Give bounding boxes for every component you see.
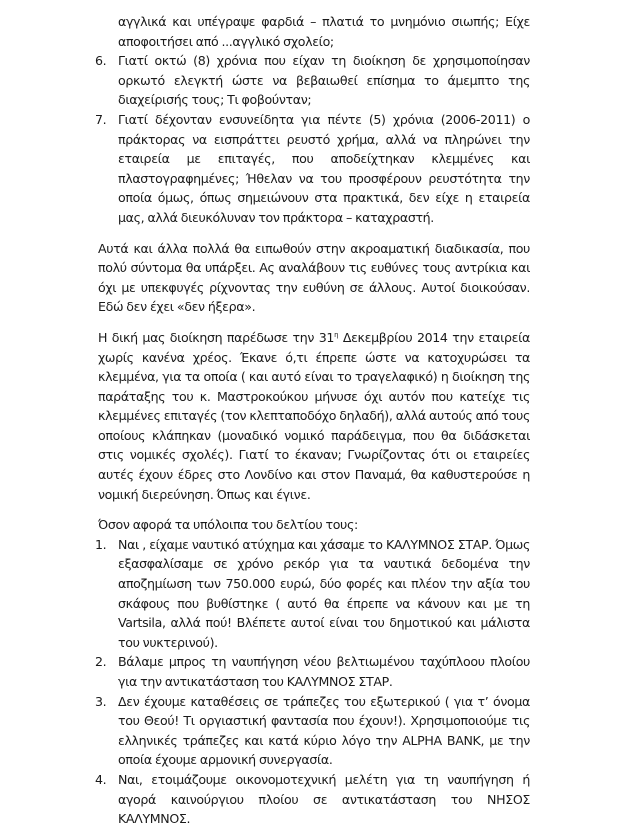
list-item	[95, 51, 530, 110]
paragraph	[98, 328, 530, 504]
list-item-number: 6.	[95, 53, 107, 69]
list-item-number: 2.	[95, 654, 107, 670]
list-item-text: Ναι , είχαμε ναυτικό ατύχημα και χάσαμε το ΚΑΛΥΜΝΟΣ ΣΤΑΡ. Όμως εξασφαλίσαμε σε χρόνο ρεκόρ για τα ναυτικά δεδομένα την αποζημίωση των 750.000 ευρώ, δύο φορές και πλέον την αξία του σκάφους που βυθίστηκε ( αυτό θα έπρεπε να κάνουν και με τη Vartsila, αλλά πού! Βλέπετε αυτοί είναι του δημοτικού και μάλιστα του νυκτερινού).	[118, 536, 530, 650]
list-item	[95, 652, 530, 691]
list-item-number: 3.	[95, 693, 107, 709]
list-item-text: Γιατί δέχονταν ενσυνείδητα για πέντε (5) χρόνια (2006-2011) ο πράκτορας να εισπράττει ρευστό χρήμα, αλλά να πληρώνει την εταιρεία με επιταγές, που αποδείχτηκαν κλεμμένες και πλαστογραφημένες; Ήθελαν να του προσφέρουν ρευστότητα την οποία όμως, όπως σημειώνουν στα πρακτικά, δεν είχε η εταιρεία μας, αλλά διευκόλυναν τον πράκτορα – καταχραστή.	[118, 111, 530, 225]
list-item-number: 1.	[95, 536, 107, 552]
paragraph-text: Δεκεμβρίου 2014 την εταιρεία χωρίς κανένα χρέος. Έκανε ό,τι έπρεπε ώστε να κατοχυρώσει τα κλεμμένα, για τα οποία ( και αυτό είναι το τραγελαφικό) η διοίκηση της παράταξης του κ. Μαστροκούκου μήνυσε όχι αυτόν που κατείχε τις κλεμμένες επιταγές (τον κλεπταποδόχο δηλαδή), αλλά αυτούς από τους οποίους κλάπηκαν (μοναδικό νομικό παράδειγμα, που θα διδάσκεται στις νομικές σχολές). Γιατί το έκαναν; Γνωρίζοντας ότι οι εταιρείες αυτές έχουν έδρες στο Λονδίνο και στον Παναμά, θα καθυστερούσε η νομική διερεύνηση. Όπως και έγινε.	[98, 329, 530, 502]
list-item-5-continuation	[98, 12, 530, 51]
ordinal-superscript: η	[334, 330, 339, 339]
list-item-number: 7.	[95, 111, 107, 127]
list-item-text: Δεν έχουμε καταθέσεις σε τράπεζες του εξωτερικού ( για τ’ όνομα του Θεού! Τι οργιαστική φαντασία που έχουν!). Χρησιμοποιούμε τις ελληνικές τράπεζες και κατά κύριο λόγο την ALPHA BANK, με την οποία έχουμε αρμονική συνεργασία.	[118, 693, 530, 768]
paragraph: Όσον αφορά τα υπόλοιπα του δελτίου τους:	[98, 517, 358, 533]
questions-list	[95, 51, 530, 227]
list-item-text: Γιατί οκτώ (8) χρόνια που είχαν τη διοίκηση δε χρησιμοποίησαν ορκωτό ελεγκτή ώστε να βεβαιωθεί επίσημα το άμεμπτο της διαχείρισής τους; Τι φοβούνταν;	[118, 53, 530, 108]
list-item	[95, 110, 530, 228]
list-item	[95, 692, 530, 770]
responses-list	[95, 535, 530, 829]
list-item	[95, 770, 530, 829]
list-item	[95, 535, 530, 653]
paragraph-text: Η δική μας διοίκηση παρέδωσε την 31	[98, 329, 335, 345]
list-item-text: Βάλαμε μπρος τη ναυπήγηση νέου βελτιωμένου ταχύπλοου πλοίου για την αντικατάσταση του ΚΑΛΥΜΝΟΣ ΣΤΑΡ.	[118, 654, 530, 689]
list-item-text: Ναι, ετοιμάζουμε οικονομοτεχνική μελέτη για τη ναυπήγηση ή αγορά καινούργιου πλοίου σε αντικατάσταση του ΝΗΣΟΣ ΚΑΛΥΜΝΟΣ.	[118, 771, 530, 827]
list-item-text: αγγλικά και υπέγραψε φαρδιά – πλατιά το μνημόνιο σιωπής; Είχε αποφοιτήσει από ...αγγλικό σχολείο;	[118, 14, 530, 49]
paragraph: Αυτά και άλλα πολλά θα ειπωθούν στην ακροαματική διαδικασία, που πολύ σύντομα θα υπάρξει. Ας αναλάβουν τις ευθύνες τους αντρίκια και όχι με υπεκφυγές ρίχνοντας την ευθύνη σε άλλους. Αυτοί διοικούσαν. Εδώ δεν έχει «δεν ήξερα».	[98, 240, 530, 315]
list-item-number: 4.	[95, 771, 107, 787]
document-page	[95, 12, 530, 829]
